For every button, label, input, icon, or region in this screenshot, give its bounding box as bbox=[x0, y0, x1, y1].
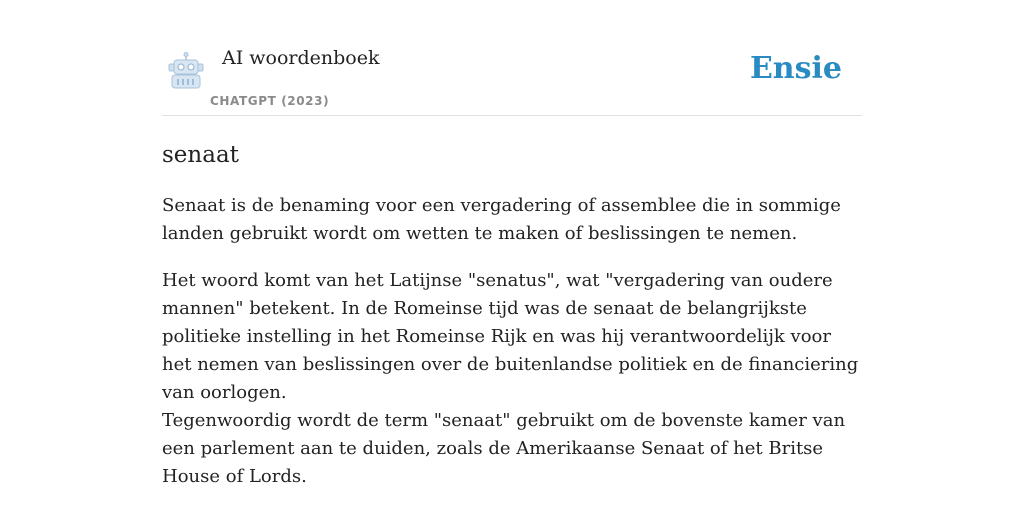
dictionary-header bbox=[162, 0, 862, 116]
entry-term: senaat bbox=[162, 142, 239, 168]
brand-logo[interactable]: Ensie bbox=[749, 51, 842, 86]
definition-paragraph: Tegenwoordig wordt de term "senaat" gebruikt om de bovenste kamer van een parlement aan te duiden, zoals de Amerikaanse Senaat of het Britse House of Lords. bbox=[162, 410, 846, 487]
definition-paragraph: Het woord komt van het Latijnse "senatus", wat "vergadering van oudere mannen" betekent. In de Romeinse tijd was de senaat de belangrijkste politieke instelling in het Romeinse Rijk en was hij verantwoordelijk voor het nemen van beslissingen over de buitenlandse politiek en de financiering van oorlogen. bbox=[162, 270, 859, 403]
source-label: CHATGPT (2023) bbox=[210, 94, 330, 108]
robot-icon bbox=[166, 52, 206, 90]
definition-paragraph: Senaat is de benaming voor een vergadering of assemblee die in sommige landen gebruikt wordt om wetten te maken of beslissingen te nemen. bbox=[162, 195, 841, 244]
page-container bbox=[162, 0, 862, 487]
dictionary-title[interactable]: AI woordenboek bbox=[222, 47, 380, 69]
